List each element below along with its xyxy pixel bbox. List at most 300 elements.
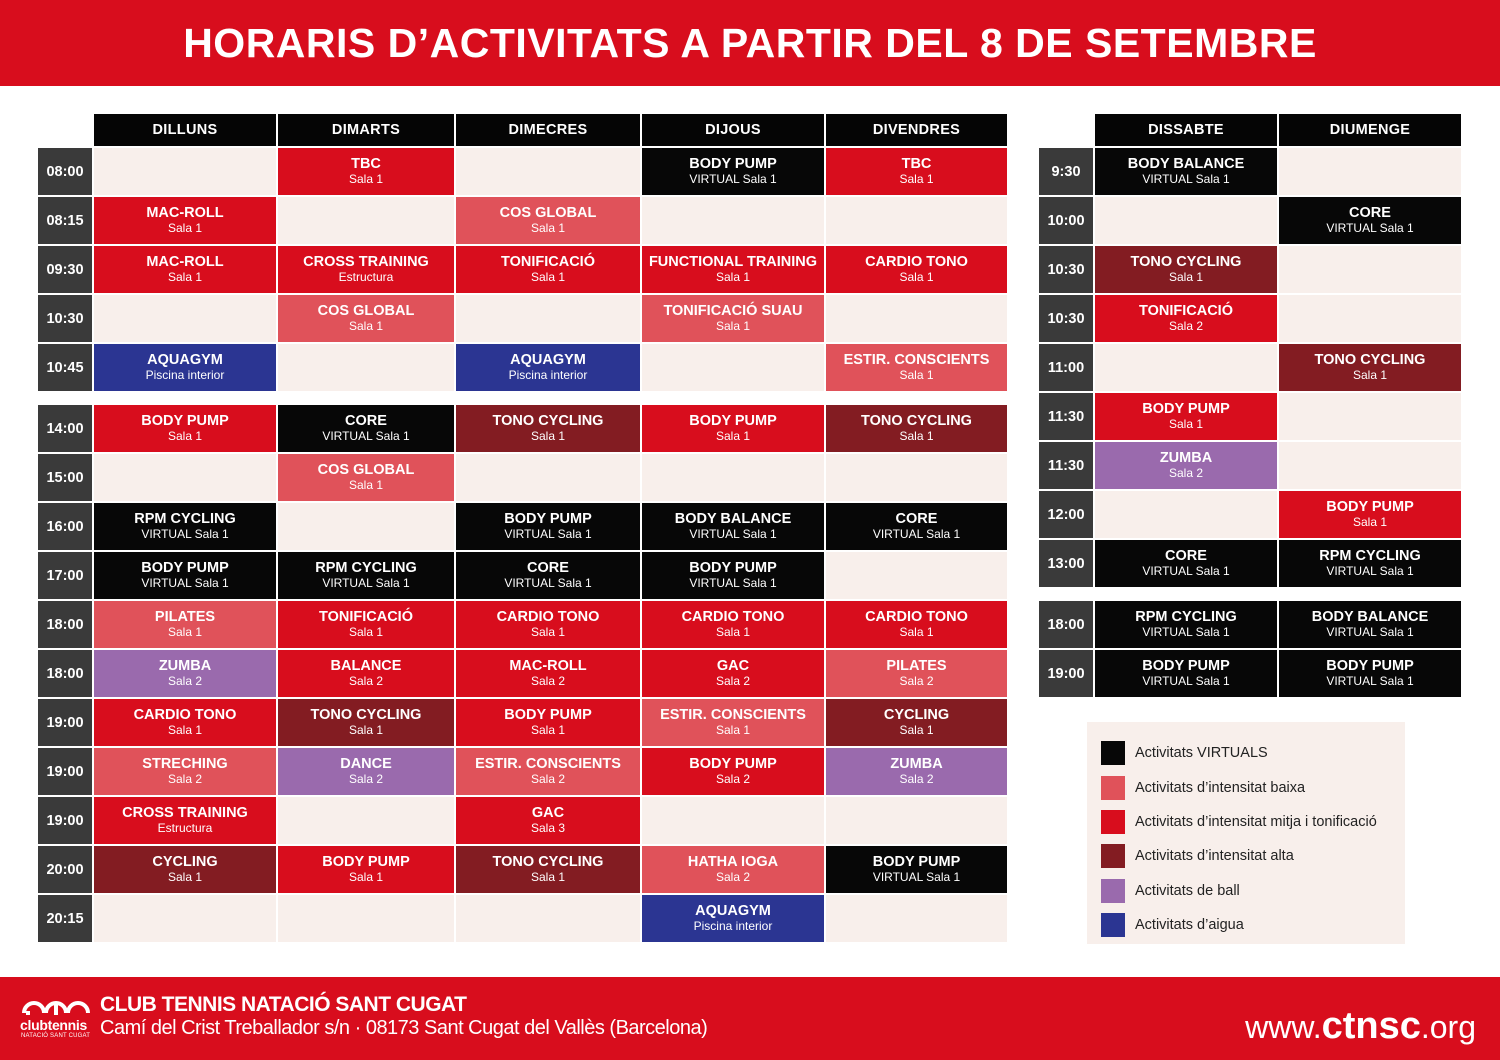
activity-cell — [1279, 540, 1463, 589]
activity-cell — [278, 846, 456, 895]
activity-room: VIRTUAL Sala 1 — [141, 576, 229, 590]
activity-cell — [456, 246, 642, 295]
activity-name: AQUAGYM — [695, 903, 771, 919]
empty-cell — [94, 295, 278, 344]
activity-name: CARDIO TONO — [865, 254, 968, 270]
time-slot: 11:30 — [1039, 442, 1095, 491]
block-gap — [278, 393, 456, 405]
activity-name: BODY PUMP — [689, 560, 777, 576]
activity-room: Sala 2 — [167, 674, 203, 688]
legend-swatch — [1101, 913, 1125, 937]
activity-cell — [826, 148, 1009, 197]
empty-cell — [1095, 197, 1279, 246]
empty-cell — [1279, 148, 1463, 197]
activity-room: VIRTUAL Sala 1 — [322, 429, 410, 443]
empty-cell — [826, 895, 1009, 944]
club-name: CLUB TENNIS NATACIÓ SANT CUGAT — [100, 993, 467, 1016]
activity-cell — [278, 454, 456, 503]
activity-name: CARDIO TONO — [865, 609, 968, 625]
activity-room: Sala 2 — [348, 772, 384, 786]
activity-room: Sala 1 — [899, 723, 934, 737]
activity-name: CYCLING — [883, 707, 950, 723]
activity-cell — [94, 552, 278, 601]
club-address: Camí del Crist Treballador s/n · 08173 Sant Cugat del Vallès (Barcelona) — [100, 1017, 708, 1039]
site-suffix: .org — [1420, 1009, 1476, 1045]
activity-room: Sala 1 — [530, 625, 566, 639]
activity-name: TONO CYCLING — [1314, 352, 1426, 368]
legend-item — [1101, 805, 1405, 839]
activity-room: VIRTUAL Sala 1 — [504, 527, 592, 541]
activity-room: VIRTUAL Sala 1 — [689, 172, 777, 186]
activity-cell — [642, 699, 826, 748]
activity-cell — [826, 246, 1009, 295]
activity-room: VIRTUAL Sala 1 — [872, 527, 961, 541]
activity-room: Sala 2 — [530, 674, 566, 688]
activity-name: MAC-ROLL — [509, 658, 587, 674]
activity-name: CORE — [1165, 548, 1207, 564]
activity-name: CARDIO TONO — [496, 609, 600, 625]
activity-cell — [278, 246, 456, 295]
activity-room: Sala 2 — [167, 772, 203, 786]
activity-name: BODY PUMP — [504, 707, 592, 723]
activity-room: Sala 1 — [167, 870, 203, 884]
activity-name: BODY PUMP — [689, 413, 777, 429]
empty-cell — [94, 895, 278, 944]
activity-room: VIRTUAL Sala 1 — [1142, 674, 1230, 688]
legend-item — [1101, 770, 1405, 804]
activity-room: Sala 3 — [530, 821, 566, 835]
activity-room: VIRTUAL Sala 1 — [689, 527, 777, 541]
empty-cell — [826, 197, 1009, 246]
activity-cell — [1095, 601, 1279, 650]
empty-cell — [642, 197, 826, 246]
activity-room: Sala 1 — [348, 723, 384, 737]
legend-item — [1101, 736, 1405, 770]
legend-swatch — [1101, 810, 1125, 834]
legend-label: Activitats d’intensitat mitja i tonificació — [1135, 813, 1377, 830]
legend-label: Activitats d’intensitat baixa — [1135, 779, 1306, 796]
time-slot: 19:00 — [38, 699, 94, 748]
footer — [0, 977, 1500, 1060]
time-slot: 10:30 — [38, 295, 94, 344]
page-title: HORARIS D’ACTIVITATS A PARTIR DEL 8 DE SETEMBRE — [183, 19, 1317, 66]
activity-name: GAC — [716, 658, 750, 674]
activity-name: TONIFICACIÓ — [319, 609, 413, 625]
time-slot: 10:45 — [38, 344, 94, 393]
activity-cell — [456, 601, 642, 650]
activity-cell — [456, 699, 642, 748]
activity-name: FUNCTIONAL TRAINING — [648, 254, 818, 270]
time-slot: 08:00 — [38, 148, 94, 197]
activity-room: Sala 1 — [530, 870, 566, 884]
activity-room: Sala 1 — [348, 870, 384, 884]
activity-room: Sala 2 — [1168, 466, 1204, 480]
activity-name: BODY PUMP — [1142, 401, 1230, 417]
activity-name: BODY PUMP — [322, 854, 410, 870]
activity-cell — [278, 601, 456, 650]
activity-room: Sala 1 — [167, 221, 203, 235]
day-header: DIJOUS — [642, 114, 826, 148]
activity-room: Sala 1 — [167, 723, 203, 737]
activity-cell — [1279, 491, 1463, 540]
block-gap — [826, 393, 1009, 405]
time-slot: 18:00 — [38, 601, 94, 650]
activity-cell — [456, 405, 642, 454]
activity-cell — [826, 405, 1009, 454]
legend-swatch — [1101, 844, 1125, 868]
activity-room: Sala 1 — [348, 478, 384, 492]
activity-cell — [94, 197, 278, 246]
empty-cell — [642, 797, 826, 846]
activity-cell — [1279, 650, 1463, 699]
activity-name: TONO CYCLING — [1130, 254, 1242, 270]
empty-cell — [1279, 246, 1463, 295]
activity-room: Sala 1 — [1168, 417, 1204, 431]
weekday-schedule — [38, 114, 1013, 944]
activity-name: ESTIR. CONSCIENTS — [660, 707, 806, 723]
activity-cell — [456, 797, 642, 846]
activity-cell — [278, 650, 456, 699]
activity-room: Sala 1 — [1168, 270, 1204, 284]
activity-name: BODY BALANCE — [1311, 609, 1429, 625]
activity-cell — [1279, 344, 1463, 393]
logo-subtitle: NATACIÓ SANT CUGAT — [21, 1033, 91, 1039]
empty-cell — [456, 295, 642, 344]
legend-label: Activitats d’intensitat alta — [1135, 848, 1294, 865]
empty-cell — [826, 295, 1009, 344]
activity-room: Sala 2 — [899, 772, 934, 786]
activity-cell — [94, 405, 278, 454]
time-slot: 16:00 — [38, 503, 94, 552]
day-header: DIUMENGE — [1279, 114, 1463, 148]
time-slot: 14:00 — [38, 405, 94, 454]
time-slot: 11:00 — [1039, 344, 1095, 393]
empty-cell — [278, 197, 456, 246]
activity-name: BODY PUMP — [1142, 658, 1230, 674]
activity-cell — [456, 344, 642, 393]
activity-name: COS GLOBAL — [317, 303, 415, 319]
activity-cell — [1095, 295, 1279, 344]
time-slot: 19:00 — [38, 797, 94, 846]
activity-cell — [826, 748, 1009, 797]
activity-room: Sala 1 — [348, 625, 384, 639]
activity-room: Sala 1 — [715, 319, 751, 333]
activity-room: Sala 1 — [715, 429, 751, 443]
color-legend — [1087, 722, 1405, 944]
day-header: DIMECRES — [456, 114, 642, 148]
activity-name: AQUAGYM — [147, 352, 223, 368]
activity-name: CORE — [527, 560, 569, 576]
activity-room: Piscina interior — [693, 919, 773, 933]
activity-name: TONIFICACIÓ SUAU — [663, 303, 803, 319]
legend-label: Activitats VIRTUALS — [1135, 745, 1268, 762]
activity-cell — [94, 699, 278, 748]
activity-cell — [456, 846, 642, 895]
time-slot: 17:00 — [38, 552, 94, 601]
activity-room: Estructura — [338, 270, 394, 284]
activity-room: Sala 2 — [715, 772, 751, 786]
activity-room: Sala 1 — [899, 429, 934, 443]
activity-room: Sala 1 — [715, 625, 751, 639]
activity-room: Sala 1 — [348, 172, 384, 186]
time-slot: 18:00 — [38, 650, 94, 699]
day-header: DIMARTS — [278, 114, 456, 148]
legend-item — [1101, 874, 1405, 908]
empty-cell — [1095, 344, 1279, 393]
activity-room: VIRTUAL Sala 1 — [1142, 564, 1230, 578]
activity-room: VIRTUAL Sala 1 — [1326, 674, 1414, 688]
activity-room: VIRTUAL Sala 1 — [1326, 625, 1414, 639]
activity-cell — [94, 503, 278, 552]
activity-name: DANCE — [340, 756, 392, 772]
activity-cell — [642, 405, 826, 454]
day-header: DIVENDRES — [826, 114, 1009, 148]
empty-cell — [278, 503, 456, 552]
activity-name: COS GLOBAL — [317, 462, 415, 478]
empty-cell — [278, 344, 456, 393]
activity-room: Sala 1 — [348, 319, 384, 333]
activity-name: TONO CYCLING — [492, 413, 604, 429]
activity-room: Sala 1 — [167, 625, 203, 639]
activity-name: HATHA IOGA — [687, 854, 779, 870]
activity-name: CYCLING — [152, 854, 218, 870]
activity-cell — [94, 748, 278, 797]
block-gap — [94, 393, 278, 405]
empty-cell — [826, 797, 1009, 846]
activity-room: Sala 1 — [899, 270, 934, 284]
time-slot: 12:00 — [1039, 491, 1095, 540]
empty-cell — [94, 148, 278, 197]
activity-cell — [456, 748, 642, 797]
activity-name: TONIFICACIÓ — [501, 254, 595, 270]
activity-cell — [94, 650, 278, 699]
time-slot: 15:00 — [38, 454, 94, 503]
activity-name: PILATES — [886, 658, 947, 674]
activity-name: BODY PUMP — [141, 560, 229, 576]
empty-cell — [642, 454, 826, 503]
activity-room: VIRTUAL Sala 1 — [504, 576, 592, 590]
empty-cell — [94, 454, 278, 503]
activity-name: RPM CYCLING — [1135, 609, 1237, 625]
block-gap — [1279, 589, 1463, 601]
activity-cell — [1279, 601, 1463, 650]
time-slot: 10:00 — [1039, 197, 1095, 246]
activity-name: BODY PUMP — [504, 511, 592, 527]
activity-cell — [826, 846, 1009, 895]
activity-cell — [826, 601, 1009, 650]
activity-room: VIRTUAL Sala 1 — [1326, 564, 1414, 578]
block-gap — [38, 393, 94, 405]
activity-room: Sala 1 — [1352, 515, 1388, 529]
logo-wordmark: clubtennis — [20, 1017, 88, 1033]
activity-cell — [642, 650, 826, 699]
activity-cell — [278, 699, 456, 748]
activity-cell — [1095, 246, 1279, 295]
activity-name: BALANCE — [330, 658, 402, 674]
activity-cell — [94, 797, 278, 846]
time-slot: 13:00 — [1039, 540, 1095, 589]
activity-cell — [642, 295, 826, 344]
activity-name: BODY PUMP — [1326, 658, 1414, 674]
activity-name: MAC-ROLL — [146, 205, 224, 221]
activity-room: Sala 1 — [530, 429, 566, 443]
empty-cell — [456, 148, 642, 197]
weekend-schedule — [1039, 114, 1463, 699]
activity-cell — [826, 650, 1009, 699]
activity-room: Sala 1 — [899, 625, 934, 639]
activity-name: RPM CYCLING — [1319, 548, 1421, 564]
legend-swatch — [1101, 776, 1125, 800]
activity-name: MAC-ROLL — [146, 254, 224, 270]
time-slot: 09:30 — [38, 246, 94, 295]
activity-cell — [278, 295, 456, 344]
activity-room: Sala 1 — [167, 429, 203, 443]
activity-cell — [826, 344, 1009, 393]
activity-name: COS GLOBAL — [499, 205, 597, 221]
time-slot: 10:30 — [1039, 246, 1095, 295]
activity-room: Sala 1 — [715, 723, 751, 737]
time-slot: 20:00 — [38, 846, 94, 895]
activity-name: CORE — [895, 511, 938, 527]
legend-label: Activitats d’aigua — [1135, 917, 1244, 934]
activity-name: BODY PUMP — [872, 854, 961, 870]
activity-cell — [642, 246, 826, 295]
activity-name: BODY BALANCE — [1127, 156, 1245, 172]
activity-name: AQUAGYM — [510, 352, 586, 368]
activity-name: RPM CYCLING — [134, 511, 236, 527]
activity-name: CROSS TRAINING — [122, 805, 248, 821]
activity-room: Sala 1 — [1352, 368, 1388, 382]
legend-item — [1101, 839, 1405, 873]
activity-cell — [278, 748, 456, 797]
activity-cell — [94, 846, 278, 895]
time-slot: 08:15 — [38, 197, 94, 246]
activity-cell — [278, 405, 456, 454]
activity-name: CARDIO TONO — [133, 707, 237, 723]
empty-cell — [456, 454, 642, 503]
activity-cell — [642, 601, 826, 650]
activity-cell — [94, 246, 278, 295]
time-slot: 19:00 — [1039, 650, 1095, 699]
day-header: DILLUNS — [94, 114, 278, 148]
activity-cell — [456, 197, 642, 246]
time-slot: 20:15 — [38, 895, 94, 944]
activity-room: VIRTUAL Sala 1 — [1326, 221, 1414, 235]
empty-cell — [1279, 442, 1463, 491]
activity-cell — [642, 748, 826, 797]
activity-cell — [456, 552, 642, 601]
time-slot: 11:30 — [1039, 393, 1095, 442]
activity-cell — [826, 699, 1009, 748]
activity-room: VIRTUAL Sala 1 — [872, 870, 961, 884]
activity-room: Sala 1 — [167, 270, 203, 284]
activity-room: VIRTUAL Sala 1 — [1142, 625, 1230, 639]
activity-cell — [642, 148, 826, 197]
activity-cell — [94, 601, 278, 650]
activity-room: Sala 1 — [530, 270, 566, 284]
activity-cell — [642, 895, 826, 944]
empty-cell — [456, 895, 642, 944]
website-link[interactable] — [1245, 1005, 1476, 1048]
activity-room: Sala 1 — [715, 270, 751, 284]
activity-cell — [1279, 197, 1463, 246]
activity-name: TONIFICACIÓ — [1139, 303, 1233, 319]
site-main: ctnsc — [1321, 1005, 1421, 1047]
activity-room: Sala 1 — [530, 221, 566, 235]
empty-cell — [642, 344, 826, 393]
activity-cell — [1095, 148, 1279, 197]
corner-cell — [38, 114, 94, 148]
activity-room: VIRTUAL Sala 1 — [322, 576, 410, 590]
activity-name: BODY PUMP — [689, 156, 777, 172]
activity-cell — [278, 552, 456, 601]
activity-name: BODY PUMP — [1326, 499, 1414, 515]
activity-name: TBC — [351, 156, 381, 172]
activity-room: VIRTUAL Sala 1 — [689, 576, 777, 590]
activity-name: ZUMBA — [890, 756, 943, 772]
activity-name: ESTIR. CONSCIENTS — [843, 352, 990, 368]
activity-cell — [1095, 442, 1279, 491]
activity-cell — [1095, 540, 1279, 589]
time-slot: 19:00 — [38, 748, 94, 797]
activity-name: BODY BALANCE — [674, 511, 792, 527]
page-header — [0, 0, 1500, 86]
empty-cell — [1279, 393, 1463, 442]
activity-room: Sala 2 — [348, 674, 384, 688]
activity-room: Piscina interior — [145, 368, 225, 382]
empty-cell — [1279, 295, 1463, 344]
activity-cell — [642, 552, 826, 601]
activity-name: ESTIR. CONSCIENTS — [475, 756, 621, 772]
activity-name: CROSS TRAINING — [303, 254, 429, 270]
empty-cell — [826, 552, 1009, 601]
activity-name: TONO CYCLING — [492, 854, 604, 870]
activity-room: Sala 2 — [715, 674, 751, 688]
activity-room: Sala 1 — [530, 723, 566, 737]
activity-cell — [94, 344, 278, 393]
block-gap — [456, 393, 642, 405]
activity-name: BODY PUMP — [689, 756, 777, 772]
activity-cell — [456, 650, 642, 699]
activity-name: ZUMBA — [1159, 450, 1213, 466]
activity-name: PILATES — [154, 609, 216, 625]
legend-label: Activitats de ball — [1135, 882, 1240, 899]
activity-room: Sala 2 — [899, 674, 934, 688]
activity-room: Sala 2 — [530, 772, 566, 786]
activity-room: Sala 1 — [899, 368, 934, 382]
block-gap — [1039, 589, 1095, 601]
activity-name: TONO CYCLING — [310, 707, 422, 723]
empty-cell — [278, 895, 456, 944]
activity-cell — [456, 503, 642, 552]
activity-room: VIRTUAL Sala 1 — [1142, 172, 1230, 186]
corner-cell — [1039, 114, 1095, 148]
activity-name: STRECHING — [142, 756, 228, 772]
activity-room: VIRTUAL Sala 1 — [141, 527, 229, 541]
site-prefix: www. — [1245, 1009, 1322, 1045]
activity-name: TBC — [901, 156, 932, 172]
activity-name: TONO CYCLING — [861, 413, 972, 429]
activity-room: Estructura — [157, 821, 213, 835]
activity-room: Sala 2 — [715, 870, 751, 884]
activity-cell — [278, 148, 456, 197]
activity-room: Sala 1 — [899, 172, 934, 186]
activity-name: ZUMBA — [158, 658, 212, 674]
day-header: DISSABTE — [1095, 114, 1279, 148]
activity-name: CARDIO TONO — [681, 609, 785, 625]
legend-swatch — [1101, 741, 1125, 765]
activity-cell — [826, 503, 1009, 552]
